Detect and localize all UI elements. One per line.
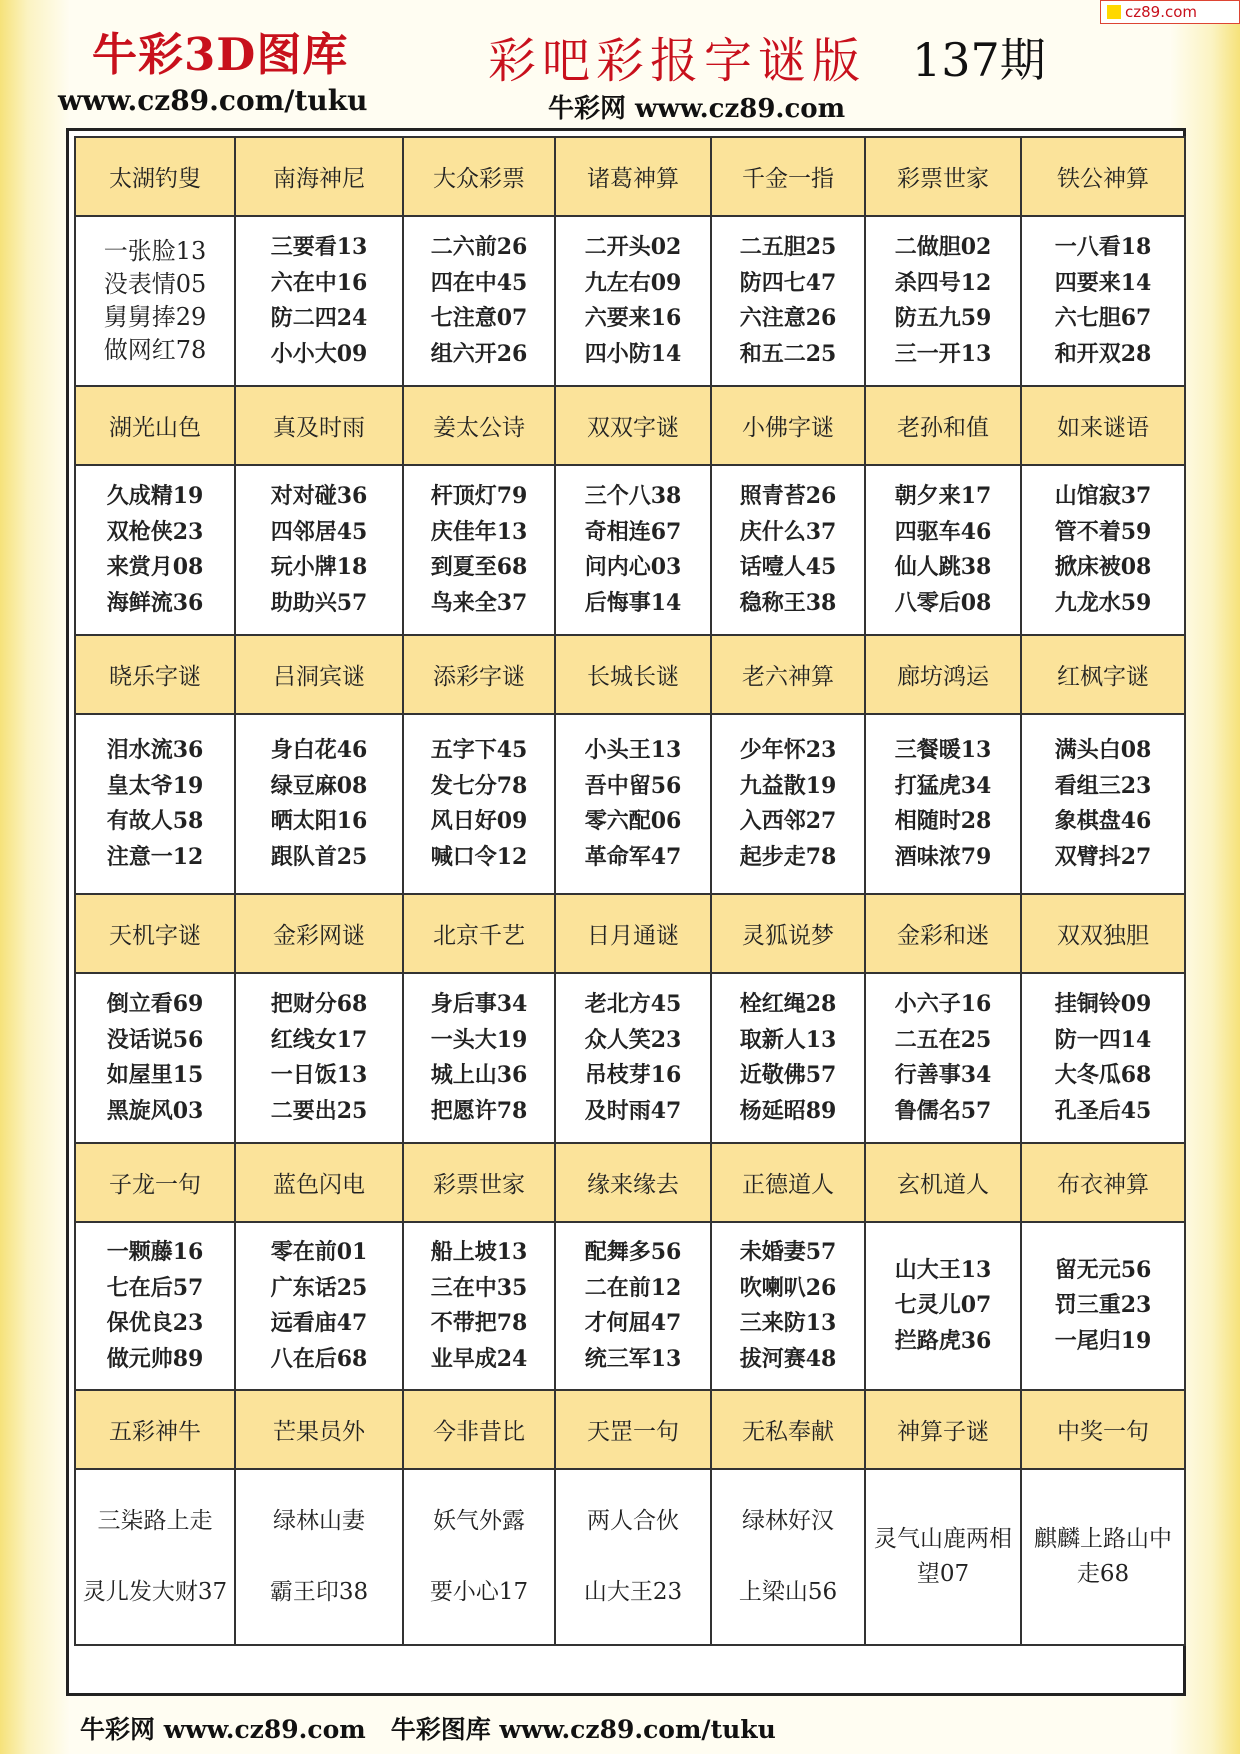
riddle-line: 绿林好汉 — [742, 1507, 834, 1534]
riddle-line: 麒麟上路山中走68 — [1034, 1526, 1172, 1587]
riddle-line: 和开双28 — [1054, 340, 1152, 367]
riddle-line: 跟队首25 — [270, 843, 368, 870]
riddle-line: 远看庙47 — [270, 1310, 368, 1336]
riddle-cell — [711, 216, 865, 386]
expert-name-cell: 无私奉献 — [711, 1390, 865, 1469]
riddle-line: 近敬佛57 — [739, 1062, 837, 1088]
riddle-line: 舅舅捧29 — [103, 303, 207, 331]
expert-name-cell: 廊坊鸿运 — [865, 635, 1021, 714]
riddle-line: 后悔事14 — [584, 589, 682, 616]
riddle-line: 鲁儒名57 — [894, 1097, 992, 1124]
expert-name-cell: 天罡一句 — [555, 1390, 711, 1469]
riddle-line: 船上坡13 — [430, 1239, 528, 1265]
riddle-cell — [555, 1469, 711, 1645]
expert-name-cell: 金彩和迷 — [865, 894, 1021, 973]
riddle-line: 四邻居45 — [270, 518, 368, 545]
expert-name-cell: 今非昔比 — [403, 1390, 555, 1469]
riddle-line: 二五在25 — [894, 1026, 992, 1053]
riddle-cell — [865, 1222, 1021, 1390]
riddle-line: 两人合伙 — [587, 1507, 679, 1534]
riddle-line: 山大王13 — [894, 1256, 992, 1283]
riddle-cell — [555, 1222, 711, 1390]
expert-name-cell: 吕洞宾谜 — [235, 635, 403, 714]
riddle-line: 三一开13 — [894, 340, 992, 367]
riddle-line: 众人笑23 — [584, 1026, 682, 1053]
riddle-line: 相随时28 — [894, 808, 992, 834]
riddle-cell — [711, 465, 865, 635]
riddle-cell — [865, 714, 1021, 894]
riddle-line: 酒味浓79 — [894, 843, 992, 870]
header-row — [75, 137, 1185, 216]
riddle-line: 满头白08 — [1054, 737, 1152, 763]
riddle-line: 城上山36 — [430, 1062, 528, 1088]
riddle-line: 要小心17 — [429, 1579, 529, 1605]
line-spacer — [76, 1539, 234, 1575]
riddle-line: 庆佳年13 — [430, 518, 528, 545]
header-row — [75, 894, 1185, 973]
riddle-cell — [865, 973, 1021, 1143]
riddle-line: 六要来16 — [584, 305, 682, 331]
riddle-line: 杀四号12 — [894, 269, 992, 296]
riddle-cell — [711, 973, 865, 1143]
riddle-line: 红线女17 — [270, 1026, 368, 1053]
riddle-line: 把愿许78 — [430, 1097, 528, 1124]
riddle-line: 妖气外露 — [433, 1507, 525, 1534]
riddle-cell — [235, 216, 403, 386]
riddle-line: 三柒路上走 — [97, 1507, 213, 1534]
riddle-line: 做网红78 — [103, 336, 207, 364]
riddle-line: 杨延昭89 — [739, 1097, 837, 1124]
riddle-line: 才何屈47 — [584, 1310, 682, 1336]
expert-name-cell: 彩票世家 — [403, 1143, 555, 1222]
riddle-line: 没话说56 — [106, 1026, 204, 1053]
riddle-line: 零六配06 — [584, 808, 682, 834]
site-logo-title: 牛彩3D图库 — [92, 28, 349, 81]
riddle-line: 仙人跳38 — [894, 554, 992, 580]
riddle-line: 朝夕来17 — [894, 483, 992, 509]
riddle-cell — [235, 465, 403, 635]
riddle-row — [75, 714, 1185, 894]
riddle-line: 玩小牌18 — [270, 554, 368, 580]
riddle-line: 打猛虎34 — [894, 772, 992, 799]
riddle-cell — [235, 714, 403, 894]
riddle-line: 九龙水59 — [1054, 589, 1152, 616]
riddle-line: 栓红绳28 — [739, 991, 837, 1017]
riddle-cell — [403, 973, 555, 1143]
expert-name-cell: 五彩神牛 — [75, 1390, 235, 1469]
riddle-line: 绿林山妻 — [273, 1507, 365, 1534]
riddle-cell — [1021, 714, 1185, 894]
riddle-cell — [711, 714, 865, 894]
riddle-line: 防一四14 — [1054, 1026, 1152, 1053]
riddle-line: 二五胆25 — [739, 234, 837, 260]
riddle-line: 绿豆麻08 — [270, 772, 368, 799]
riddle-line: 风日好09 — [430, 808, 528, 834]
riddle-line: 泪水流36 — [106, 737, 204, 763]
riddle-row — [75, 973, 1185, 1143]
riddle-line: 保优良23 — [106, 1310, 204, 1336]
riddle-line: 拦路虎36 — [894, 1327, 992, 1354]
header-row — [75, 635, 1185, 714]
riddle-line: 业早成24 — [430, 1345, 528, 1372]
expert-name-cell: 千金一指 — [711, 137, 865, 216]
riddle-line: 三要看13 — [270, 234, 368, 260]
riddle-cell — [235, 973, 403, 1143]
expert-name-cell: 中奖一句 — [1021, 1390, 1185, 1469]
riddle-line: 看组三23 — [1054, 772, 1152, 799]
header-row — [75, 1143, 1185, 1222]
riddle-line: 三餐暖13 — [894, 737, 992, 763]
riddle-cell — [403, 1222, 555, 1390]
expert-name-cell: 双双字谜 — [555, 386, 711, 465]
riddle-line: 奇相连67 — [584, 518, 682, 545]
expert-name-cell: 铁公神算 — [1021, 137, 1185, 216]
riddle-line: 罚三重23 — [1054, 1292, 1152, 1319]
riddle-line: 灵气山鹿两相望07 — [874, 1526, 1012, 1587]
riddle-line: 大冬瓜68 — [1054, 1062, 1152, 1088]
riddle-line: 稳称王38 — [739, 589, 837, 616]
riddle-line: 身后事34 — [430, 991, 528, 1017]
riddle-line: 拔河赛48 — [739, 1345, 837, 1372]
riddle-line: 三在中35 — [430, 1274, 528, 1301]
riddle-line: 问内心03 — [584, 554, 682, 580]
riddle-row — [75, 216, 1185, 386]
riddle-cell — [235, 1222, 403, 1390]
riddle-line: 一颗藤16 — [106, 1239, 204, 1265]
riddle-line: 老北方45 — [584, 991, 682, 1017]
riddle-line: 革命军47 — [584, 843, 682, 870]
riddle-line: 七在后57 — [106, 1274, 204, 1301]
riddle-cell — [711, 1469, 865, 1645]
riddle-line: 组六开26 — [430, 340, 528, 367]
riddle-line: 发七分78 — [430, 772, 528, 799]
riddle-cell — [75, 216, 235, 386]
expert-name-cell: 双双独胆 — [1021, 894, 1185, 973]
riddle-line: 零在前01 — [270, 1239, 368, 1265]
expert-name-cell: 姜太公诗 — [403, 386, 555, 465]
riddle-line: 吹喇叭26 — [739, 1274, 837, 1301]
expert-name-cell: 诸葛神算 — [555, 137, 711, 216]
riddle-line: 九左右09 — [584, 269, 682, 296]
riddle-cell — [555, 714, 711, 894]
riddle-cell — [75, 465, 235, 635]
expert-name-cell: 长城长谜 — [555, 635, 711, 714]
riddle-line: 广东话25 — [270, 1274, 368, 1301]
riddle-line: 掀床被08 — [1054, 554, 1152, 580]
riddle-cell — [865, 465, 1021, 635]
riddle-line: 二要出25 — [270, 1097, 368, 1124]
expert-name-cell: 太湖钓叟 — [75, 137, 235, 216]
riddle-line: 九益散19 — [739, 772, 837, 799]
riddle-line: 吊枝芽16 — [584, 1062, 682, 1088]
riddle-row — [75, 1469, 1185, 1645]
riddle-line: 七灵儿07 — [894, 1292, 992, 1319]
riddle-line: 孔圣后45 — [1054, 1097, 1152, 1124]
riddle-line: 挂铜铃09 — [1054, 991, 1152, 1017]
riddle-line: 不带把78 — [430, 1310, 528, 1336]
riddle-line: 双臂抖27 — [1054, 843, 1152, 870]
expert-name-cell: 灵狐说梦 — [711, 894, 865, 973]
riddle-cell — [555, 216, 711, 386]
riddle-line: 皇太爷19 — [106, 772, 204, 799]
riddle-table — [74, 136, 1186, 1646]
expert-name-cell: 添彩字谜 — [403, 635, 555, 714]
site-sub-url[interactable]: 牛彩网 www.cz89.com — [548, 94, 846, 124]
riddle-line: 一日饭13 — [270, 1062, 368, 1088]
riddle-line: 未婚妻57 — [739, 1239, 837, 1265]
riddle-line: 助助兴57 — [270, 589, 368, 616]
riddle-cell — [1021, 1222, 1185, 1390]
riddle-line: 晒太阳16 — [270, 808, 368, 834]
riddle-line: 身白花46 — [270, 737, 368, 763]
riddle-line: 鸟来全37 — [430, 589, 528, 616]
riddle-line: 喊口令12 — [430, 843, 528, 870]
riddle-line: 对对碰36 — [270, 483, 368, 509]
expert-name-cell: 玄机道人 — [865, 1143, 1021, 1222]
riddle-line: 做元帅89 — [106, 1345, 204, 1372]
expert-name-cell: 晓乐字谜 — [75, 635, 235, 714]
riddle-line: 三个八38 — [584, 483, 682, 509]
riddle-line: 灵儿发大财37 — [82, 1579, 228, 1605]
riddle-line: 行善事34 — [894, 1062, 992, 1088]
riddle-cell — [403, 714, 555, 894]
site-logo-url[interactable]: www.cz89.com/tuku — [58, 84, 368, 117]
riddle-line: 小小大09 — [270, 340, 368, 367]
riddle-cell — [75, 1469, 235, 1645]
expert-name-cell: 红枫字谜 — [1021, 635, 1185, 714]
riddle-line: 小六子16 — [894, 991, 992, 1017]
riddle-cell — [1021, 973, 1185, 1143]
riddle-line: 四在中45 — [430, 269, 528, 296]
riddle-line: 防二四24 — [270, 305, 368, 331]
riddle-line: 霸王印38 — [269, 1579, 369, 1605]
expert-name-cell: 蓝色闪电 — [235, 1143, 403, 1222]
riddle-cell — [75, 714, 235, 894]
riddle-line: 没表情05 — [103, 270, 207, 298]
riddle-line: 话噎人45 — [739, 554, 837, 580]
riddle-line: 二六前26 — [430, 234, 528, 260]
riddle-line: 如屋里15 — [106, 1062, 204, 1088]
riddle-cell — [235, 1469, 403, 1645]
expert-name-cell: 金彩网谜 — [235, 894, 403, 973]
riddle-line: 把财分68 — [270, 991, 368, 1017]
riddle-cell — [75, 1222, 235, 1390]
riddle-cell — [403, 1469, 555, 1645]
riddle-line: 一尾归19 — [1054, 1327, 1152, 1354]
riddle-row — [75, 465, 1185, 635]
expert-name-cell: 老六神算 — [711, 635, 865, 714]
line-spacer — [236, 1539, 402, 1575]
expert-name-cell: 真及时雨 — [235, 386, 403, 465]
expert-name-cell: 天机字谜 — [75, 894, 235, 973]
riddle-line: 注意一12 — [106, 843, 204, 870]
expert-name-cell: 芒果员外 — [235, 1390, 403, 1469]
riddle-line: 管不着59 — [1054, 518, 1152, 545]
riddle-cell — [1021, 465, 1185, 635]
expert-name-cell: 日月通谜 — [555, 894, 711, 973]
riddle-line: 倒立看69 — [106, 991, 204, 1017]
riddle-line: 防四七47 — [739, 269, 837, 296]
page-title: 彩吧彩报字谜版 — [488, 33, 867, 89]
riddle-line: 及时雨47 — [584, 1097, 682, 1124]
riddle-line: 久成精19 — [106, 483, 204, 509]
square-icon — [1107, 5, 1121, 19]
riddle-line: 庆什么37 — [739, 518, 837, 545]
riddle-cell — [865, 1469, 1021, 1645]
expert-name-cell: 湖光山色 — [75, 386, 235, 465]
riddle-line: 一张脸13 — [103, 237, 207, 265]
riddle-cell — [711, 1222, 865, 1390]
riddle-row — [75, 1222, 1185, 1390]
riddle-line: 和五二25 — [739, 340, 837, 367]
expert-name-cell: 神算子谜 — [865, 1390, 1021, 1469]
line-spacer — [404, 1539, 554, 1575]
riddle-line: 黑旋风03 — [106, 1097, 204, 1124]
riddle-line: 八在后68 — [270, 1345, 368, 1372]
riddle-line: 山大王23 — [583, 1579, 683, 1605]
riddle-line: 一头大19 — [430, 1026, 528, 1053]
riddle-line: 统三军13 — [584, 1345, 682, 1372]
site-badge[interactable] — [1100, 0, 1240, 24]
riddle-line: 双枪侠23 — [106, 518, 204, 545]
riddle-line: 二开头02 — [584, 234, 682, 260]
issue-number: 137期 — [912, 33, 1046, 87]
riddle-line: 六七胆67 — [1054, 305, 1152, 331]
riddle-cell — [1021, 216, 1185, 386]
riddle-line: 照青苔26 — [739, 483, 837, 509]
header-row — [75, 1390, 1185, 1469]
riddle-cell — [865, 216, 1021, 386]
riddle-line: 四要来14 — [1054, 269, 1152, 296]
riddle-line: 防五九59 — [894, 305, 992, 331]
riddle-line: 起步走78 — [739, 843, 837, 870]
expert-name-cell: 正德道人 — [711, 1143, 865, 1222]
riddle-line: 少年怀23 — [739, 737, 837, 763]
riddle-line: 吾中留56 — [584, 772, 682, 799]
riddle-line: 六在中16 — [270, 269, 368, 296]
riddle-line: 二做胆02 — [894, 234, 992, 260]
riddle-line: 一八看18 — [1054, 234, 1152, 260]
riddle-cell — [555, 973, 711, 1143]
header-row — [75, 386, 1185, 465]
riddle-cell — [555, 465, 711, 635]
riddle-line: 海鲜流36 — [106, 589, 204, 616]
expert-name-cell: 老孙和值 — [865, 386, 1021, 465]
expert-name-cell: 子龙一句 — [75, 1143, 235, 1222]
riddle-line: 取新人13 — [739, 1026, 837, 1053]
riddle-line: 有故人58 — [106, 808, 204, 834]
riddle-line: 象棋盘46 — [1054, 808, 1152, 834]
riddle-line: 二在前12 — [584, 1274, 682, 1301]
expert-name-cell: 北京千艺 — [403, 894, 555, 973]
expert-name-cell: 彩票世家 — [865, 137, 1021, 216]
riddle-line: 来赏月08 — [106, 554, 204, 580]
expert-name-cell: 如来谜语 — [1021, 386, 1185, 465]
riddle-line: 四小防14 — [584, 340, 682, 367]
riddle-line: 六注意26 — [739, 305, 837, 331]
riddle-line: 小头王13 — [584, 737, 682, 763]
site-badge-label: cz89.com — [1125, 3, 1198, 21]
expert-name-cell: 布衣神算 — [1021, 1143, 1185, 1222]
riddle-cell — [403, 216, 555, 386]
riddle-line: 七注意07 — [430, 305, 528, 331]
expert-name-cell: 南海神尼 — [235, 137, 403, 216]
expert-name-cell: 缘来缘去 — [555, 1143, 711, 1222]
riddle-cell — [1021, 1469, 1185, 1645]
riddle-line: 入西邻27 — [739, 808, 837, 834]
riddle-line: 三来防13 — [739, 1310, 837, 1336]
riddle-line: 山馆寂37 — [1054, 483, 1152, 509]
riddle-line: 到夏至68 — [430, 554, 528, 580]
riddle-line: 杆顶灯79 — [430, 483, 528, 509]
riddle-cell — [75, 973, 235, 1143]
expert-name-cell: 小佛字谜 — [711, 386, 865, 465]
line-spacer — [712, 1539, 864, 1575]
riddle-line: 八零后08 — [894, 589, 992, 616]
riddle-line: 配舞多56 — [584, 1239, 682, 1265]
footer-links[interactable]: 牛彩网 www.cz89.com 牛彩图库 www.cz89.com/tuku — [80, 1715, 776, 1744]
riddle-line: 四驱车46 — [894, 518, 992, 545]
riddle-line: 留无元56 — [1054, 1256, 1152, 1283]
line-spacer — [556, 1539, 710, 1575]
riddle-cell — [403, 465, 555, 635]
riddle-line: 五字下45 — [430, 737, 528, 763]
expert-name-cell: 大众彩票 — [403, 137, 555, 216]
riddle-line: 上梁山56 — [738, 1579, 838, 1605]
